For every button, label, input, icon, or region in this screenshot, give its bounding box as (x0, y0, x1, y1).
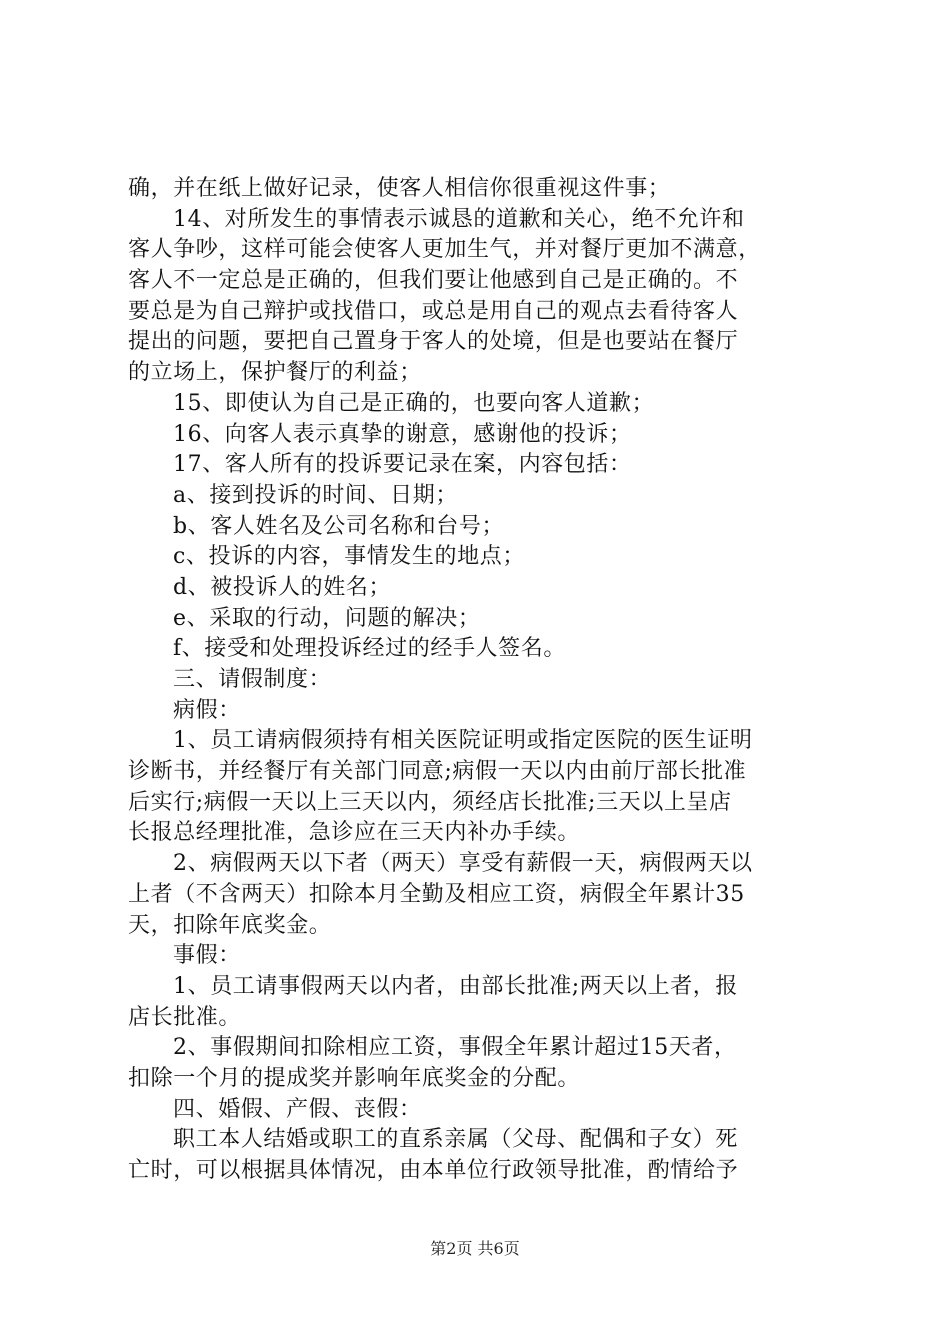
subsection-heading: 事假： (173, 943, 241, 969)
text-line: 1、员工请事假两天以内者，由部长批准;两天以上者，报 (173, 973, 739, 999)
text-line: e、采取的行动，问题的解决； (173, 605, 481, 631)
text-line: 长报总经理批准，急诊应在三天内补办手续。 (128, 820, 581, 846)
text-line: 后实行;病假一天以上三天以内，须经店长批准;三天以上呈店 (128, 789, 732, 815)
text-line: 亡时，可以根据具体情况，由本单位行政领导批准，酌情给予 (128, 1158, 739, 1183)
subsection-heading: 病假： (173, 697, 241, 723)
text-line: d、被投诉人的姓名； (173, 574, 392, 600)
text-line: 1、员工请病假须持有相关医院证明或指定医院的医生证明 (173, 728, 753, 754)
page-number-footer: 第2页 共6页 (430, 1239, 520, 1258)
text-line: b、客人姓名及公司名称和台号； (173, 513, 505, 539)
text-line: 2、病假两天以下者（两天）享受有薪假一天，病假两天以 (173, 851, 753, 877)
text-line: 职工本人结婚或职工的直系亲属（父母、配偶和子女）死 (173, 1127, 739, 1153)
text-line: 客人不一定总是正确的，但我们要让他感到自己是正确的。不 (128, 268, 739, 294)
text-line: 确，并在纸上做好记录，使客人相信你很重视这件事； (128, 176, 671, 201)
text-line: 16、向客人表示真挚的谢意，感谢他的投诉； (173, 421, 632, 447)
text-line: a、接到投诉的时间、日期； (173, 482, 458, 508)
text-line: 上者（不含两天）扣除本月全勤及相应工资，病假全年累计35 (128, 881, 745, 907)
text-line: 17、客人所有的投诉要记录在案，内容包括： (173, 452, 632, 478)
text-line: 14、对所发生的事情表示诚恳的道歉和关心，绝不允许和 (173, 206, 745, 232)
text-line: 扣除一个月的提成奖并影响年底奖金的分配。 (128, 1065, 581, 1091)
text-line: 提出的问题，要把自己置身于客人的处境，但是也要站在餐厅 (128, 329, 739, 355)
document-body (128, 174, 830, 1187)
section-heading: 三、请假制度： (173, 667, 332, 692)
text-line: c、投诉的内容，事情发生的地点； (173, 544, 525, 570)
text-line: 2、事假期间扣除相应工资，事假全年累计超过15天者， (173, 1035, 737, 1061)
text-line: 天，扣除年底奖金。 (128, 912, 332, 938)
text-line: 要总是为自己辩护或找借口，或总是用自己的观点去看待客人 (128, 298, 739, 324)
text-line: 店长批准。 (128, 1004, 242, 1030)
text-line: 15、即使认为自己是正确的，也要向客人道歉； (173, 390, 655, 416)
text-line: 客人争吵，这样可能会使客人更加生气，并对餐厅更加不满意， (128, 237, 761, 263)
text-line: 的立场上，保护餐厅的利益； (128, 360, 422, 386)
text-line: f、接受和处理投诉经过的经手人签名。 (173, 636, 566, 662)
text-line: 诊断书，并经餐厅有关部门同意;病假一天以内由前厅部长批准 (128, 759, 747, 785)
section-heading: 四、婚假、产假、丧假： (173, 1096, 422, 1122)
